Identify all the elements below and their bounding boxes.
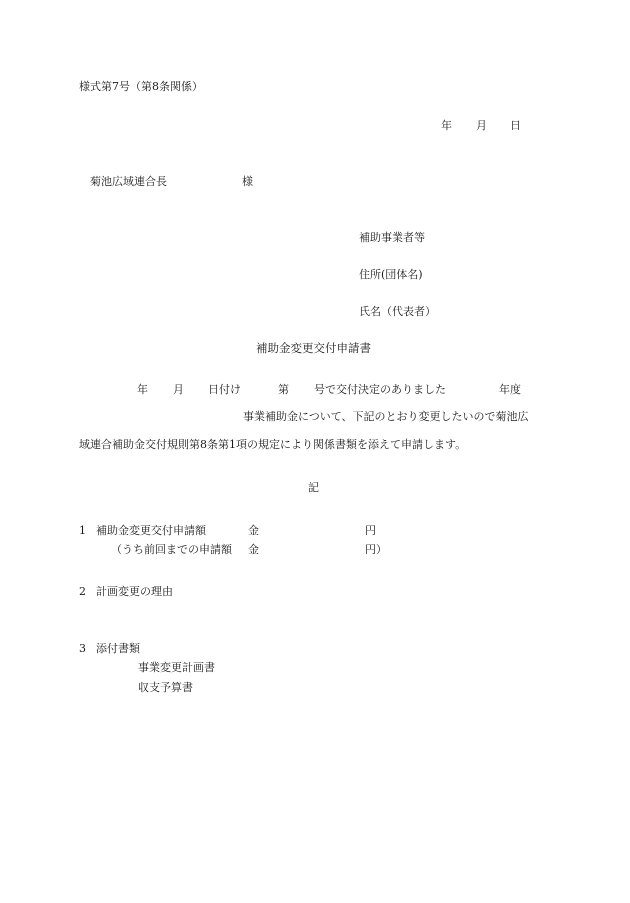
attachment-item: 事業変更計画書	[138, 661, 215, 674]
body-date-suffix: 日付け	[208, 383, 241, 396]
attachment-item: 収支予算書	[138, 681, 193, 694]
ki-heading: 記	[308, 481, 319, 494]
item-3-number: 3	[79, 642, 86, 655]
form-number-label: 様式第7号（第8条関係）	[79, 80, 203, 93]
item-1-sub-yen: 円）	[365, 543, 387, 556]
item-1-kin: 金	[248, 524, 259, 537]
body-number-prefix: 第	[278, 383, 289, 396]
body-decision-text: 号で交付決定のありました	[314, 383, 446, 396]
body-year: 年	[137, 383, 148, 396]
applicant-address: 住所(団体名)	[359, 268, 423, 281]
item-1-number: 1	[79, 524, 86, 537]
body-line-3: 域連合補助金交付規則第8条第1項の規定により関係書類を添えて申請します。	[79, 438, 467, 451]
applicant-title: 補助事業者等	[359, 231, 425, 244]
addressee-honorific: 様	[242, 175, 253, 188]
applicant-name: 氏名（代表者）	[359, 305, 436, 318]
item-2-label: 計画変更の理由	[96, 585, 173, 598]
document-title: 補助金変更交付申請書	[256, 341, 371, 355]
item-3-label: 添付書類	[96, 642, 140, 655]
body-month: 月	[173, 383, 184, 396]
body-line-2: 事業補助金について、下記のとおり変更したいので菊池広	[243, 410, 529, 423]
item-1-label: 補助金変更交付申請額	[96, 524, 206, 537]
item-2-number: 2	[79, 585, 86, 598]
item-1-sub-kin: 金	[248, 543, 259, 556]
item-1-yen: 円	[365, 524, 376, 537]
date-month: 月	[476, 119, 487, 132]
item-1-sub-label: （うち前回までの申請額	[111, 543, 232, 556]
body-fiscal-year: 年度	[499, 383, 521, 396]
date-day: 日	[510, 119, 521, 132]
addressee-name: 菊池広域連合長	[90, 175, 167, 188]
date-year: 年	[441, 119, 452, 132]
